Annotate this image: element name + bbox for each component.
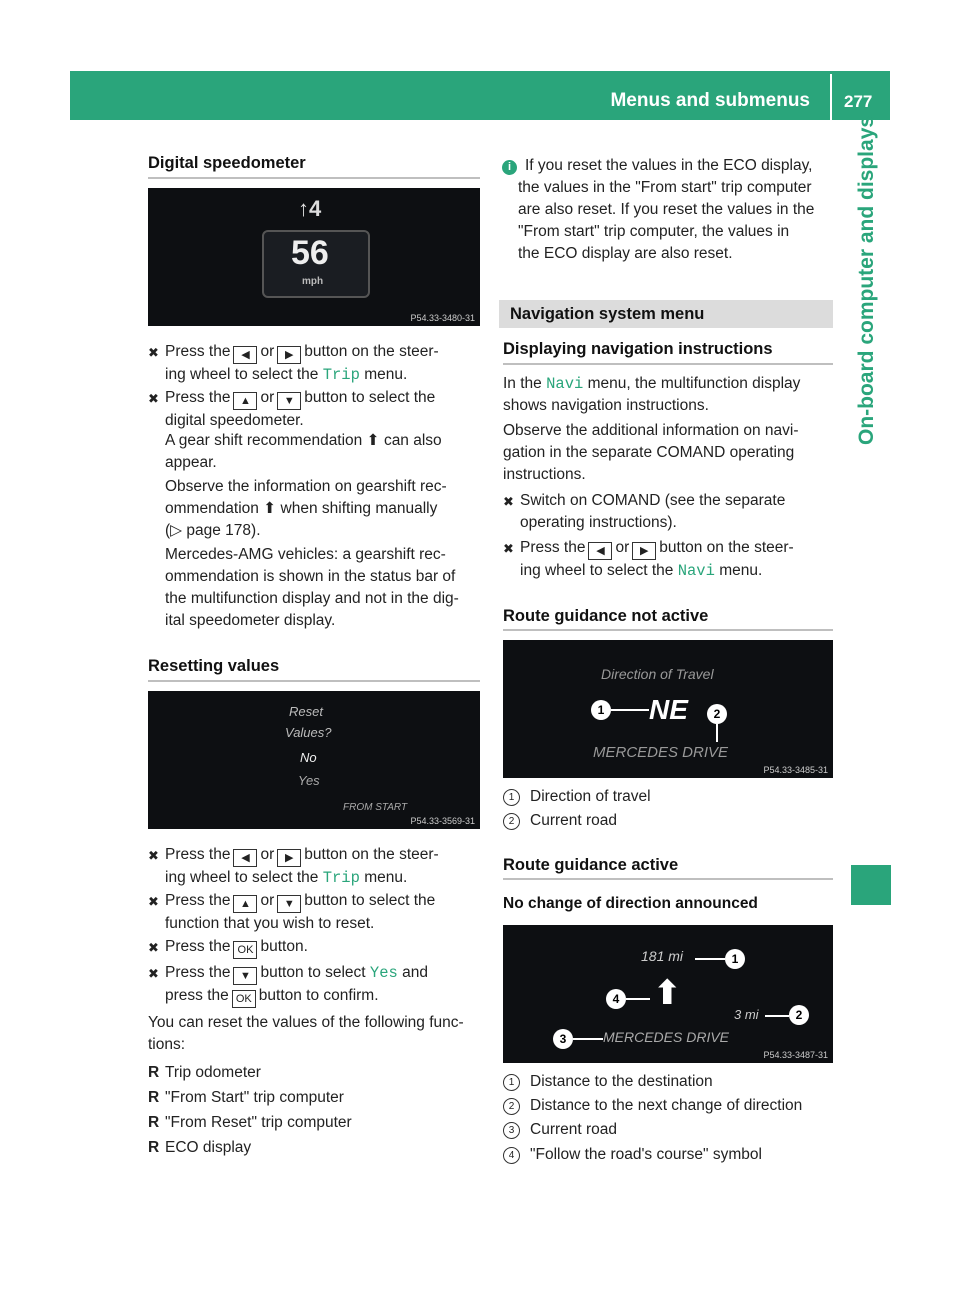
gear-recommendation: ↑4 <box>298 196 322 221</box>
list-item: R ECO display <box>148 1139 252 1156</box>
list-item: R "From Reset" trip computer <box>148 1114 352 1131</box>
page-number: 277 <box>844 92 873 111</box>
left-key-icon: ◀ <box>588 542 612 560</box>
legend-item: 3 Current road <box>503 1119 617 1141</box>
callout-line <box>765 1015 789 1017</box>
callout-1-icon: 1 <box>591 700 611 720</box>
speedometer-screenshot <box>148 188 480 326</box>
legend-item: 1 Direction of travel <box>503 786 651 808</box>
legend-item: 2 Current road <box>503 810 617 832</box>
callout-2-icon: 2 <box>707 704 727 724</box>
nav-step-1: ✖ Switch on COMAND (see the separate operating instructions). <box>503 492 786 531</box>
ok-key-icon: OK <box>232 990 256 1008</box>
navigation-menu-heading: Navigation system menu <box>510 305 705 323</box>
right-key-icon: ▶ <box>632 542 656 560</box>
navigation-instructions-heading: Displaying navigation instructions <box>503 340 773 358</box>
heading-rule <box>148 177 480 179</box>
follow-road-arrow-icon: ⬆ <box>653 974 682 1012</box>
digital-speedometer-heading: Digital speedometer <box>148 154 306 172</box>
up-key-icon: ▲ <box>233 392 257 410</box>
reset-functions-paragraph: You can reset the values of the following func- tions: <box>148 1014 464 1053</box>
navi-paragraph: In the Navi menu, the multifunction display shows navigation instructions. <box>503 375 801 414</box>
legend-item: 4 "Follow the road's course" symbol <box>503 1144 762 1166</box>
trip-menu-label: Trip <box>322 366 360 384</box>
yes-option: Yes <box>298 773 320 788</box>
distance-to-destination: 181 mi <box>641 948 684 964</box>
trip-menu-label: Trip <box>322 869 360 887</box>
no-change-heading: No change of direction announced <box>503 895 758 912</box>
resetting-values-heading: Resetting values <box>148 657 280 675</box>
ok-key-icon: OK <box>233 941 257 959</box>
from-start-label: FROM START <box>343 802 408 813</box>
reset-step-2: ✖ Press the ▲ or ▼ button to select the function that you wish to reset. <box>148 892 436 932</box>
callout-3-icon: 3 <box>553 1029 573 1049</box>
values-label: Values? <box>285 725 332 740</box>
observe-paragraph: Observe the information on gearshift rec- ommendation ⬆ when shifting manually (▷ page 178). <box>165 478 447 539</box>
no-option: No <box>300 750 317 765</box>
side-tab <box>843 115 893 860</box>
current-road: MERCEDES DRIVE <box>603 1029 730 1045</box>
info-icon: i <box>502 160 517 175</box>
legend-item: 2 Distance to the next change of direction <box>503 1095 802 1117</box>
heading-rule <box>148 680 480 682</box>
chapter-label: On-board computer and displays <box>855 115 878 445</box>
step-select-trip: ✖ Press the ◀ or ▶ button on the steer- ing wheel to select the Trip menu. <box>148 343 439 384</box>
section-title: Menus and submenus <box>610 90 810 111</box>
info-note: i If you reset the values in the ECO display, the values in the "From start" trip computer are also reset. If you reset the values in the "From start" trip computer, the values in the ECO display are also reset. <box>502 155 837 265</box>
right-key-icon: ▶ <box>277 849 301 867</box>
list-item: R Trip odometer <box>148 1064 261 1081</box>
callout-line <box>611 709 649 711</box>
left-key-icon: ◀ <box>233 849 257 867</box>
route-guidance-active-heading: Route guidance active <box>503 856 679 874</box>
callout-1-icon: 1 <box>725 949 745 969</box>
heading-rule <box>503 363 833 365</box>
callout-line <box>695 958 725 960</box>
header-divider <box>830 74 832 120</box>
navi-menu-label: Navi <box>677 562 715 580</box>
callout-4-icon: 4 <box>606 989 626 1009</box>
direction-value: NE <box>649 694 688 725</box>
heading-rule <box>503 878 833 880</box>
image-code: P54.33-3485-31 <box>763 765 828 775</box>
direction-screenshot <box>503 640 833 778</box>
gear-arrow-icon: ⬆ <box>263 500 277 517</box>
speed-value: 56 <box>291 234 329 272</box>
down-key-icon: ▼ <box>233 967 257 985</box>
right-key-icon: ▶ <box>277 346 301 364</box>
route-guidance-not-active-heading: Route guidance not active <box>503 607 709 625</box>
list-item: R "From Start" trip computer <box>148 1089 344 1106</box>
heading-rule <box>503 629 833 631</box>
reset-step-4: ✖ Press the ▼ button to select Yes and press the OK button to confirm. <box>165 962 485 1008</box>
callout-line <box>626 998 650 1000</box>
amg-paragraph: Mercedes-AMG vehicles: a gearshift rec- ommendation is shown in the status bar of the multifunction display and not in the dig- ital speedometer display. <box>165 546 459 629</box>
direction-title: Direction of Travel <box>601 666 714 682</box>
callout-2-icon: 2 <box>789 1005 809 1025</box>
navi-menu-label: Navi <box>546 375 584 393</box>
image-code: P54.33-3569-31 <box>410 816 475 826</box>
legend-item: 1 Distance to the destination <box>503 1071 713 1093</box>
reset-label: Reset <box>289 704 323 719</box>
down-key-icon: ▼ <box>277 895 301 913</box>
nav-step-2: ✖ Press the ◀ or ▶ button on the steer- ing wheel to select the Navi menu. <box>503 539 794 580</box>
up-key-icon: ▲ <box>233 895 257 913</box>
distance-next-change: 3 mi <box>734 1007 759 1022</box>
step-select-speedometer: ✖ Press the ▲ or ▼ button to select the digital speedometer. <box>148 389 436 429</box>
image-code: P54.33-3480-31 <box>410 313 475 323</box>
reset-screenshot <box>148 691 480 829</box>
gear-arrow-icon: ⬆ <box>366 432 380 449</box>
left-key-icon: ◀ <box>233 346 257 364</box>
image-code: P54.33-3487-31 <box>763 1050 828 1060</box>
chapter-marker <box>851 865 891 905</box>
reset-step-3: ✖ Press the OK button. <box>165 936 485 959</box>
callout-line <box>573 1038 603 1040</box>
reset-step-1: ✖ Press the ◀ or ▶ button on the steer- ing wheel to select the Trip menu. <box>148 846 439 887</box>
observe-navi-paragraph: Observe the additional information on navi- gation in the separate COMAND operating instructions. <box>503 422 799 483</box>
speed-unit: mph <box>302 276 324 287</box>
guidance-screenshot <box>503 925 833 1063</box>
callout-line <box>716 724 718 742</box>
yes-menu-label: Yes <box>369 964 398 982</box>
down-key-icon: ▼ <box>277 392 301 410</box>
gear-shift-paragraph: A gear shift recommendation ⬆ can also appear. <box>165 432 442 471</box>
current-road: MERCEDES DRIVE <box>593 744 729 761</box>
